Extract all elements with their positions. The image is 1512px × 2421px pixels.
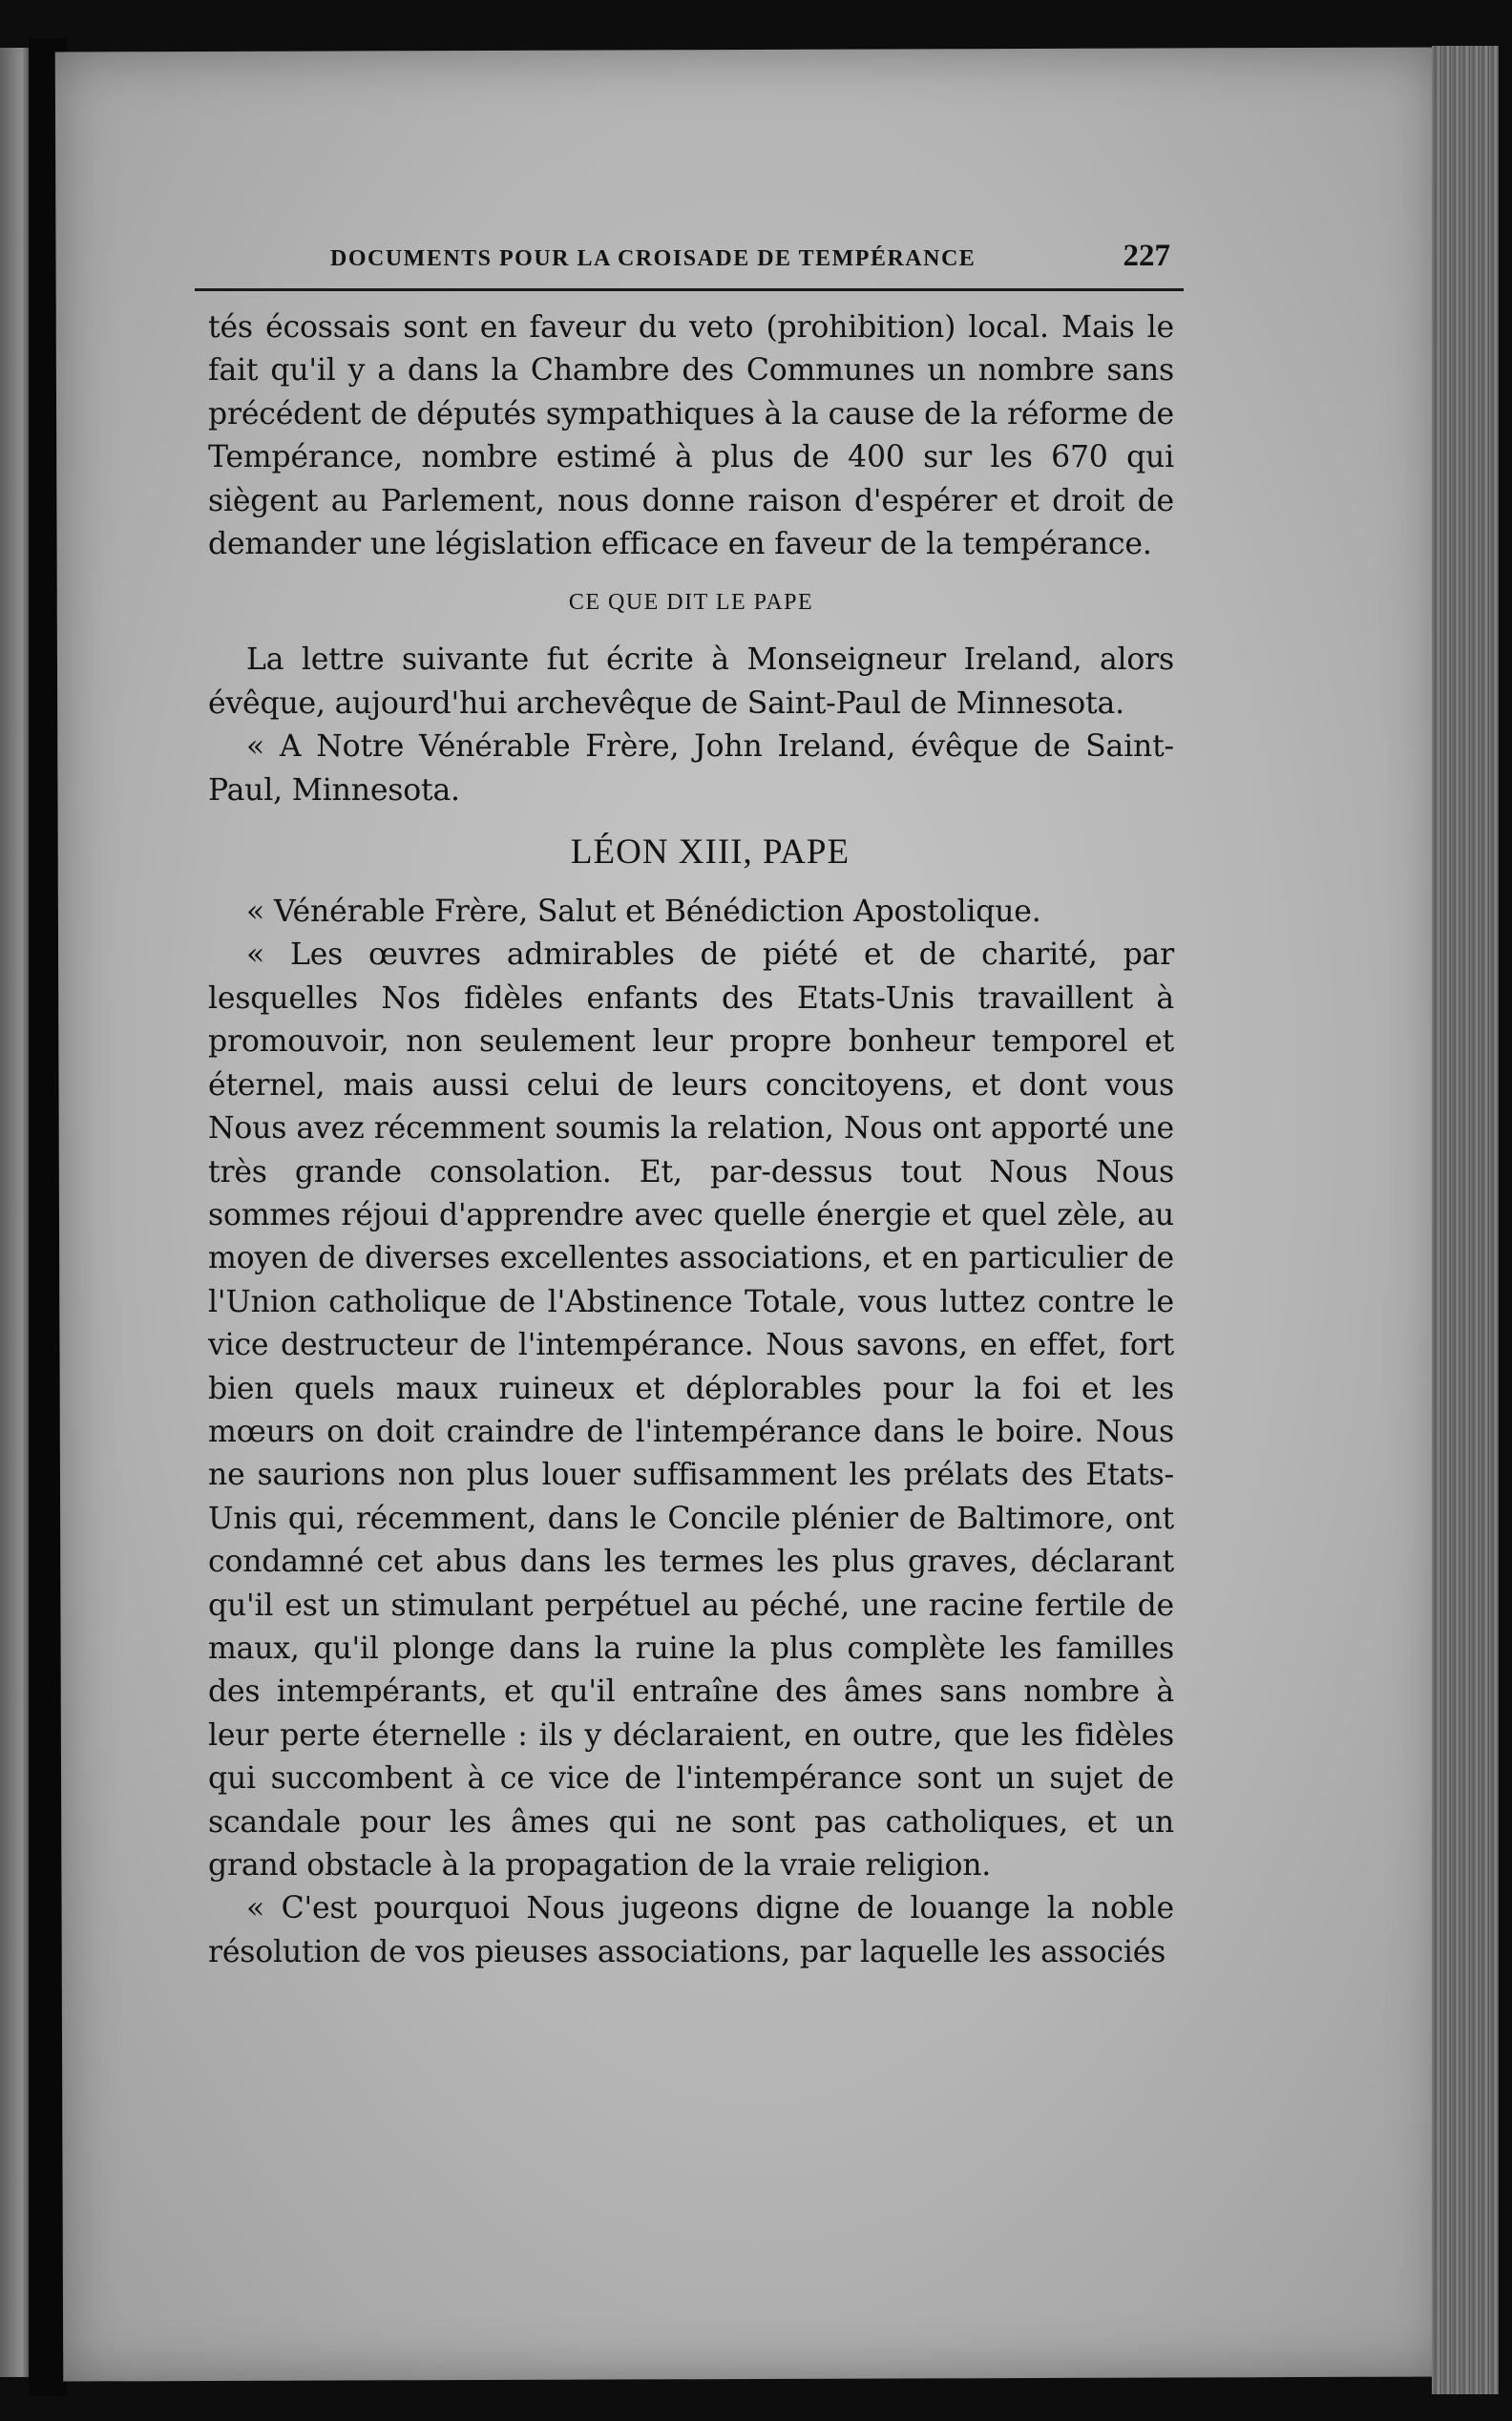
running-head — [208, 239, 1174, 281]
header-rule — [195, 288, 1184, 291]
paragraph: « Vénérable Frère, Salut et Bénédiction Apostolique. — [246, 895, 1041, 930]
paragraph: « A Notre Vénérable Frère, John Ireland, évêque de Saint-Paul, Minnesota. — [208, 729, 1174, 808]
paragraph: « Les œuvres admirables de piété et de charité, par lesquelles Nos fidèles enfants des Etats-Unis travaillent à promouvoir, non seulement leur propre bonheur temporel et éternel, mais aussi celui de leurs concitoyens, et dont vous Nous avez récemment soumis la relation, Nous ont apporté une très grande consolation. Et, par-dessus tout Nous Nous sommes réjoui d'apprendre avec quelle énergie et quel zèle, au moyen de diverses excellentes associations, et en particulier de l'Union catholique de l'Abstinence Totale, vous luttez contre le vice destructeur de l'intempérance. Nous savons, en effet, fort bien quels maux ruineux et déplorables pour la foi et les mœurs on doit craindre de l'intempérance dans le boire. Nous ne saurions non plus louer suffisamment les prélats des Etats-Unis qui, récemment, dans le Concile plénier de Baltimore, ont condamné cet abus dans les termes les plus graves, déclarant qu'il est un stimulant perpétuel au péché, une racine fertile de maux, qu'il plonge dans la ruine la plus complète les familles des intempérants, et qu'il entraîne des âmes sans nombre à leur perte éternelle : ils y déclaraient, en outre, que les fidèles qui succombent à ce vice de l'intempérance sont un sujet de scandale pour les âmes qui ne sont pas catholiques, et un grand obstacle à la propagation de la vraie religion. — [208, 937, 1174, 1883]
running-title: DOCUMENTS POUR LA CROISADE DE TEMPÉRANCE — [330, 246, 976, 271]
paragraph: « C'est pourquoi Nous jugeons digne de louange la noble résolution de vos pieuses associations, par laquelle les associés — [208, 1891, 1174, 1969]
paragraph: La lettre suivante fut écrite à Monseigneur Ireland, alors évêque, aujourd'hui archevêque de Saint-Paul de Minnesota. — [208, 642, 1174, 721]
section-heading: CE QUE DIT LE PAPE — [568, 590, 814, 616]
page-text — [208, 239, 1174, 1974]
page-number: 227 — [1123, 239, 1170, 273]
letter-heading: LÉON XIII, PAPE — [570, 832, 850, 873]
paragraph: tés écossais sont en faveur du veto (prohibition) local. Mais le fait qu'il y a dans la Chambre des Communes un nombre sans précédent de députés sympathiques à la cause de la réforme de Tempérance, nombre estimé à plus de 400 sur les 670 qui siègent au Parlement, nous donne raison d'espérer et droit de demander une législation efficace en faveur de la tempérance. — [208, 310, 1174, 562]
page-edges — [1432, 46, 1499, 2394]
